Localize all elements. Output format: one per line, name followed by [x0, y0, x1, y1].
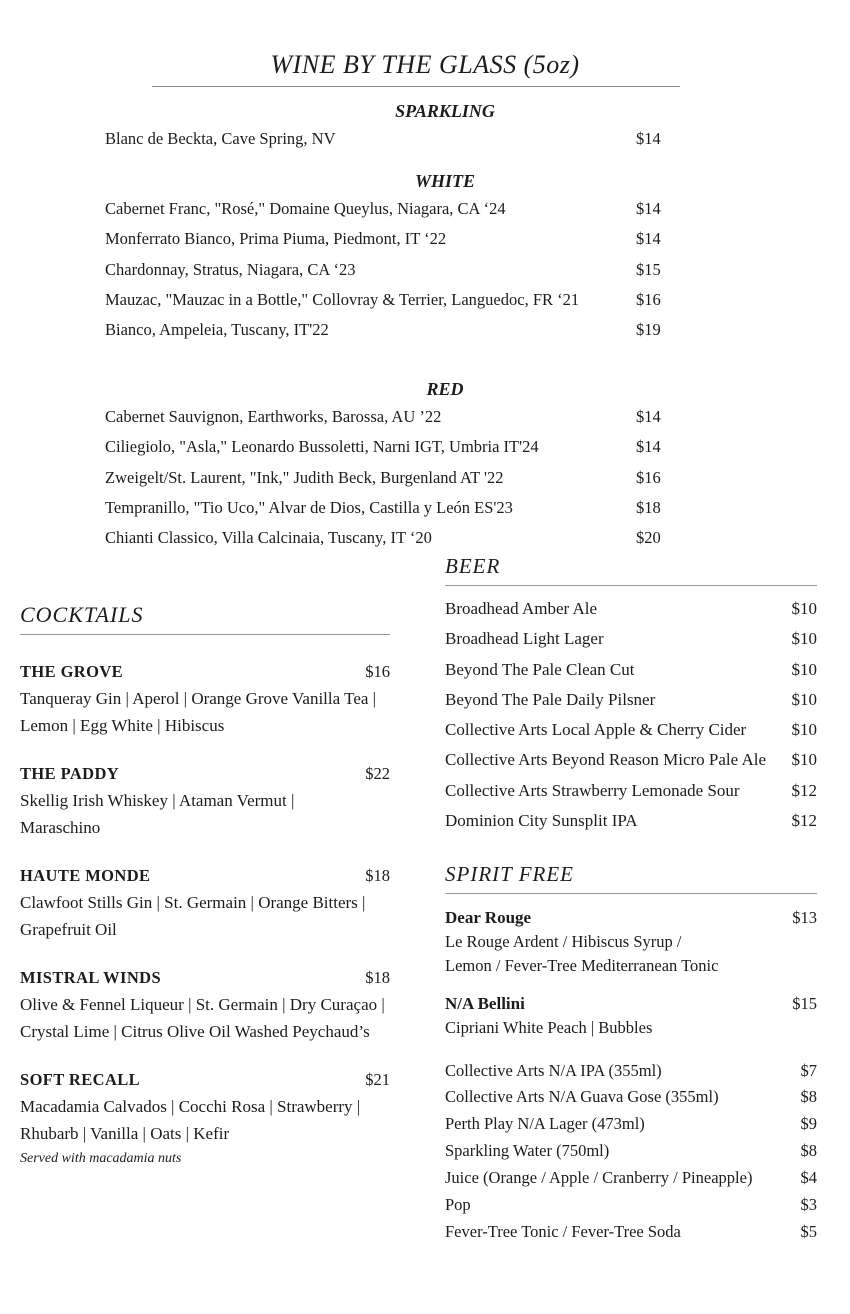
item-price: $7 — [800, 1060, 817, 1080]
item-price: $22 — [365, 764, 390, 783]
menu-item-row — [445, 685, 817, 715]
item-price: $19 — [636, 320, 661, 340]
section-heading-beer: BEER — [445, 553, 817, 586]
wine-list-red — [105, 402, 662, 553]
menu-item-row — [105, 432, 662, 462]
cocktail-entry — [20, 1066, 390, 1171]
item-name: Collective Arts Local Apple & Cherry Cider — [445, 720, 747, 740]
menu-item-row — [445, 1111, 817, 1138]
menu-item-row — [445, 1084, 817, 1111]
cocktail-entry — [20, 658, 390, 739]
item-price: $9 — [800, 1114, 817, 1134]
menu-item-row — [105, 194, 662, 224]
menu-item-row — [445, 745, 817, 775]
item-description: Grapefruit Oil — [20, 920, 117, 939]
menu-item-row — [105, 285, 662, 315]
menu-item-row — [445, 1219, 817, 1246]
cocktail-head — [20, 862, 390, 889]
cocktail-head — [20, 1066, 390, 1093]
spirit-free-head — [445, 992, 817, 1016]
item-price: $15 — [792, 994, 817, 1013]
item-price: $14 — [636, 229, 661, 249]
item-price: $10 — [791, 659, 817, 679]
section-heading-sparkling: SPARKLING — [395, 101, 495, 121]
cocktail-entry — [20, 964, 390, 1045]
cocktail-head — [20, 964, 390, 991]
item-name: Collective Arts Beyond Reason Micro Pale Ale — [445, 750, 767, 770]
section-heading-cocktails: COCKTAILS — [20, 601, 390, 635]
item-description: Crystal Lime | Citrus Olive Oil Washed Peychaud’s — [20, 1022, 370, 1041]
item-name: HAUTE MONDE — [20, 866, 151, 885]
menu-item-row — [105, 315, 662, 345]
item-description: Olive & Fennel Liqueur | St. Germain | Dry Curaçao | — [20, 995, 385, 1014]
item-name: Collective Arts N/A IPA (355ml) — [445, 1060, 662, 1080]
item-name: Fever-Tree Tonic / Fever-Tree Soda — [445, 1221, 681, 1241]
item-note: Served with macadamia nuts — [20, 1151, 182, 1166]
cocktail-head — [20, 658, 390, 685]
item-price: $16 — [365, 662, 390, 681]
item-price: $14 — [636, 437, 661, 457]
item-name: Monferrato Bianco, Prima Piuma, Piedmont, IT ‘22 — [105, 229, 447, 249]
item-description: Tanqueray Gin | Aperol | Orange Grove Vanilla Tea | — [20, 689, 377, 708]
beer-list — [445, 594, 817, 836]
item-price: $20 — [636, 528, 661, 548]
item-name: Blanc de Beckta, Cave Spring, NV — [105, 129, 336, 148]
page-title: WINE BY THE GLASS (5oz) — [270, 50, 580, 79]
item-price: $10 — [791, 689, 817, 709]
item-price: $18 — [636, 497, 661, 517]
item-name: Broadhead Light Lager — [445, 629, 604, 649]
item-name: Mauzac, "Mauzac in a Bottle," Collovray & Terrier, Languedoc, FR ‘21 — [105, 289, 580, 309]
item-description: Rhubarb | Vanilla | Oats | Kefir — [20, 1124, 230, 1143]
menu-item-row — [105, 255, 662, 285]
item-price: $18 — [365, 866, 390, 885]
item-price: $16 — [636, 467, 661, 487]
item-price: $5 — [800, 1221, 817, 1241]
menu-item-row — [445, 1138, 817, 1165]
item-name: Collective Arts N/A Guava Gose (355ml) — [445, 1087, 719, 1107]
menu-item-row — [105, 402, 662, 432]
cocktail-head — [20, 760, 390, 787]
item-price: $14 — [636, 129, 661, 148]
section-heading-white: WHITE — [414, 171, 475, 191]
item-description: Clawfoot Stills Gin | St. Germain | Orange Bitters | — [20, 893, 366, 912]
cocktails-section — [20, 601, 390, 1192]
item-description: Skellig Irish Whiskey | Ataman Vermut | — [20, 791, 295, 810]
item-price: $4 — [800, 1168, 817, 1188]
section-heading-red: RED — [426, 379, 464, 399]
item-name: Juice (Orange / Apple / Cranberry / Pineapple) — [445, 1168, 753, 1188]
non-alcoholic-list — [445, 1058, 817, 1246]
item-name: Sparkling Water (750ml) — [445, 1141, 610, 1161]
item-name: Ciliegiolo, "Asla," Leonardo Bussoletti, Narni IGT, Umbria IT'24 — [105, 437, 539, 457]
item-name: Tempranillo, "Tio Uco," Alvar de Dios, Castilla y León ES'23 — [105, 497, 513, 517]
menu-item-row — [105, 493, 662, 523]
item-name: SOFT RECALL — [20, 1070, 141, 1089]
item-description: Lemon / Fever-Tree Mediterranean Tonic — [445, 955, 719, 975]
item-price: $8 — [800, 1141, 817, 1161]
cocktail-list — [20, 658, 390, 1171]
spirit-free-entry — [445, 906, 817, 977]
item-price: $18 — [365, 968, 390, 987]
item-description: Le Rouge Ardent / Hibiscus Syrup / — [445, 932, 682, 951]
item-price: $10 — [791, 629, 817, 649]
item-name: Zweigelt/St. Laurent, "Ink," Judith Beck, Burgenland AT '22 — [105, 467, 504, 487]
spirit-free-head — [445, 906, 817, 930]
item-price: $3 — [800, 1195, 817, 1215]
item-price: $12 — [791, 811, 817, 831]
item-name: Dominion City Sunsplit IPA — [445, 811, 638, 831]
menu-item-row — [445, 776, 817, 806]
menu-item-row — [445, 715, 817, 745]
item-price: $14 — [636, 199, 661, 218]
menu-item-row — [105, 224, 662, 254]
item-name: Beyond The Pale Daily Pilsner — [445, 689, 656, 709]
item-name: Chardonnay, Stratus, Niagara, CA ‘23 — [105, 259, 356, 279]
item-price: $10 — [791, 599, 817, 618]
menu-item-row — [445, 655, 817, 685]
item-name: Cabernet Sauvignon, Earthworks, Barossa, AU ’22 — [105, 407, 442, 426]
item-description: Macadamia Calvados | Cocchi Rosa | Strawberry | — [20, 1097, 361, 1116]
menu-item-row — [445, 624, 817, 654]
item-description: Cipriani White Peach | Bubbles — [445, 1018, 653, 1037]
item-price: $14 — [636, 407, 661, 426]
menu-item-row — [445, 1058, 817, 1085]
item-name: Bianco, Ampeleia, Tuscany, IT'22 — [105, 320, 329, 340]
item-name: THE PADDY — [20, 764, 120, 783]
menu-item-row — [445, 594, 817, 624]
item-price: $16 — [636, 289, 661, 309]
spirit-free-entry — [445, 992, 817, 1040]
item-name: THE GROVE — [20, 662, 124, 681]
menu-item-row — [445, 806, 817, 836]
item-price: $13 — [792, 908, 817, 927]
item-name: N/A Bellini — [445, 994, 525, 1013]
spirit-free-section — [445, 861, 817, 1246]
beer-section — [445, 553, 817, 836]
menu-item-row — [105, 124, 662, 154]
item-name: Beyond The Pale Clean Cut — [445, 659, 635, 679]
item-name: Chianti Classico, Villa Calcinaia, Tuscany, IT ‘20 — [105, 528, 432, 548]
item-name: Broadhead Amber Ale — [445, 599, 598, 618]
item-price: $8 — [800, 1087, 817, 1107]
menu-item-row — [105, 463, 662, 493]
wine-list-white — [105, 194, 662, 345]
item-name: Collective Arts Strawberry Lemonade Sour — [445, 780, 740, 800]
item-price: $12 — [791, 780, 817, 800]
item-price: $10 — [791, 750, 817, 770]
menu-item-row — [105, 523, 662, 553]
item-description: Maraschino — [20, 818, 101, 837]
item-name: Dear Rouge — [445, 908, 532, 927]
cocktail-entry — [20, 760, 390, 841]
item-price: $15 — [636, 259, 661, 279]
item-name: Pop — [445, 1195, 471, 1215]
item-name: MISTRAL WINDS — [20, 968, 162, 987]
item-price: $10 — [791, 720, 817, 740]
menu-item-row — [445, 1165, 817, 1192]
wine-list-sparkling — [105, 124, 662, 154]
item-price: $21 — [365, 1070, 390, 1089]
item-name: Cabernet Franc, "Rosé," Domaine Queylus, Niagara, CA ‘24 — [105, 199, 506, 218]
item-description: Lemon | Egg White | Hibiscus — [20, 716, 225, 735]
section-heading-spirit-free: SPIRIT FREE — [445, 861, 817, 894]
title-rule — [152, 86, 680, 87]
item-name: Perth Play N/A Lager (473ml) — [445, 1114, 645, 1134]
menu-item-row — [445, 1192, 817, 1219]
cocktail-entry — [20, 862, 390, 943]
